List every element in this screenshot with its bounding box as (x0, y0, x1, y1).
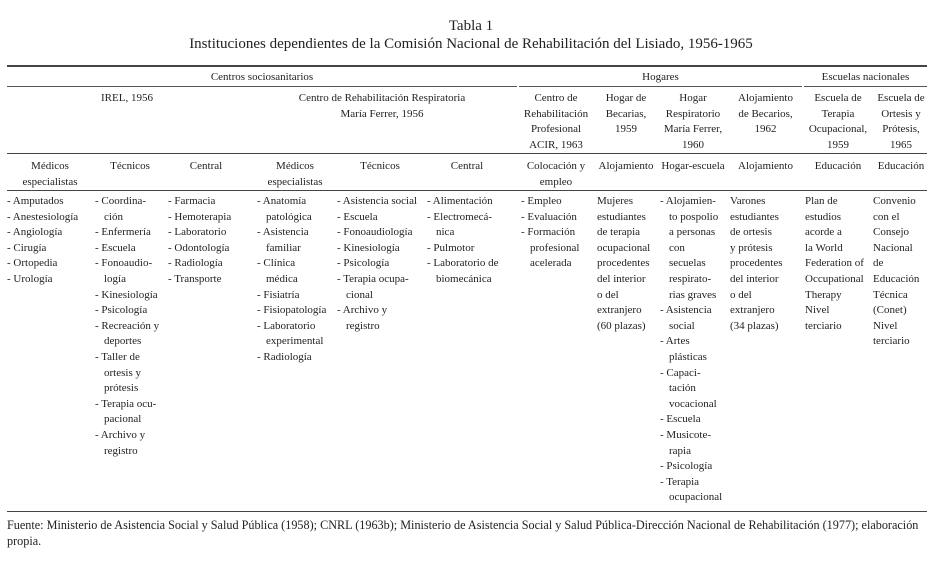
list-item: - Terapia ocupa- (337, 272, 409, 285)
list-item: social (669, 319, 695, 332)
list-item: - Fisiopatología (257, 304, 327, 317)
list-item: Convenio (873, 195, 916, 207)
list-item: o del (730, 288, 752, 301)
list-item: - Alimentación (427, 195, 493, 207)
list-ortesis (873, 194, 919, 350)
list-item: - Radiología (257, 350, 312, 363)
list-item: secuelas (669, 257, 706, 270)
header-alojamiento: Alojamiento de Becarios, 1962 (738, 92, 793, 136)
list-item: (34 plazas) (730, 319, 779, 332)
list-item: Plan de (805, 195, 838, 207)
list-item: cional (346, 288, 373, 301)
list-item: profesional (530, 241, 580, 254)
list-item: to pospolio (669, 210, 719, 223)
list-item: rias graves (669, 288, 717, 301)
list-item: terciario (805, 319, 842, 332)
list-item: - Taller de (95, 350, 140, 363)
list-item: ortesis y (104, 366, 141, 379)
subheader-terapia: Educación (814, 160, 862, 172)
list-item: - Transporte (168, 272, 222, 285)
subheader-becarias: Alojamiento (598, 160, 654, 172)
list-item: - Kinesiología (95, 288, 158, 301)
list-item: - Archivo y (95, 428, 146, 441)
list-item: del interior (597, 272, 646, 285)
list-item: acorde a (805, 226, 842, 239)
subheader-crr-central: Central (450, 160, 484, 172)
list-respiratorio (660, 194, 722, 506)
list-item: deportes (104, 335, 142, 348)
list-item: prótesis (104, 382, 139, 395)
list-item: extranjero (597, 304, 642, 317)
list-item: - Kinesiología (337, 241, 400, 254)
group-hogares: Hogares (642, 71, 679, 83)
list-item: ocupacional (597, 241, 651, 254)
list-item: - Psicología (337, 257, 390, 270)
list-item: vocacional (669, 397, 717, 410)
list-item: - Coordina- (95, 195, 147, 207)
list-irel-tecnicos (95, 194, 159, 459)
list-item: Técnica (873, 288, 908, 301)
list-item: - Recreación y (95, 319, 160, 332)
list-item: - Clínica (257, 257, 296, 270)
list-item: (60 plazas) (597, 319, 646, 332)
list-item: - Alojamien- (660, 195, 716, 207)
list-item: respirato- (669, 272, 712, 285)
list-item: - Farmacia (168, 195, 216, 207)
list-item: - Capaci- (660, 366, 701, 379)
header-irel: IREL, 1956 (101, 92, 153, 104)
header-ortesis: Escuela de Ortesis y Prótesis, 1965 (877, 92, 925, 151)
list-item: - Asistencia (660, 304, 712, 317)
list-item: y prótesis (730, 241, 773, 254)
list-item: ción (104, 210, 123, 223)
rule-group1 (7, 86, 517, 87)
list-item: - Evaluación (521, 210, 577, 223)
list-item: Nivel (873, 319, 898, 332)
subheader-respiratorio: Hogar-escuela (661, 160, 725, 172)
list-item: biomecánica (436, 272, 492, 285)
group-centros: Centros sociosanitarios (210, 71, 314, 83)
list-item: ocupacional (669, 491, 723, 504)
subheader-acir: Colocación y empleo (526, 160, 586, 188)
list-item: - Escuela (95, 241, 136, 254)
list-item: - Asistencia social (337, 195, 418, 207)
list-item: - Fisiatría (257, 288, 300, 301)
list-alojamiento (730, 194, 783, 334)
list-item: logía (104, 272, 126, 285)
list-item: - Laboratorio de (427, 257, 499, 270)
subheader-alojamiento: Alojamiento (738, 160, 793, 172)
list-item: tación (669, 382, 696, 395)
list-crr-tecnicos (337, 194, 417, 334)
list-acir (521, 194, 579, 272)
list-irel-central (168, 194, 231, 288)
list-item: - Archivo y (337, 304, 388, 317)
list-item: Mujeres (597, 195, 634, 207)
list-item: - Angiología (7, 226, 63, 239)
list-item: Nacional (873, 241, 913, 254)
header-becarias: Hogar de Becarias, 1959 (605, 92, 647, 136)
list-item: plásticas (669, 350, 707, 363)
list-item: - Asistencia (257, 226, 309, 239)
header-rule (7, 153, 927, 154)
list-becarias (597, 194, 650, 334)
list-item: - Terapia (660, 475, 700, 488)
list-item: de ortesis (730, 226, 772, 239)
list-item: a personas (669, 226, 716, 239)
list-item: procedentes (597, 257, 650, 270)
list-item: o del (597, 288, 619, 301)
list-item: pacional (104, 413, 142, 426)
list-item: Occupational (805, 272, 864, 285)
list-item: rapia (669, 444, 691, 457)
list-item: estudiantes (730, 210, 779, 223)
list-item: Educación (873, 272, 920, 285)
list-item: médica (266, 272, 298, 285)
header-crr: Centro de Rehabilitación Respiratoria María Ferrer, 1956 (298, 92, 466, 120)
list-item: extranjero (730, 304, 775, 317)
list-item: estudiantes (597, 210, 646, 223)
list-item: Nivel (805, 304, 830, 317)
list-item: registro (346, 319, 380, 332)
list-item: - Hemoterapia (168, 210, 232, 223)
subheader-irel-medicos: Médicos especialistas (22, 160, 78, 188)
list-item: - Terapia ocu- (95, 397, 157, 410)
list-item: registro (104, 444, 138, 457)
list-item: de terapia (597, 226, 641, 239)
list-item: con el (873, 210, 900, 223)
list-item: nica (436, 226, 455, 239)
subheader-crr-medicos: Médicos especialistas (267, 160, 323, 188)
list-item: - Musicote- (660, 428, 712, 441)
list-item: - Escuela (660, 413, 701, 426)
rule-group3 (804, 86, 927, 87)
list-item: Varones (730, 195, 766, 207)
list-item: patológica (266, 210, 312, 223)
subheader-rule (7, 190, 927, 191)
subheader-irel-central: Central (189, 160, 223, 172)
list-item: - Urología (7, 272, 53, 285)
list-item: - Anatomía (257, 195, 307, 207)
list-item: - Formación (521, 226, 576, 239)
list-item: - Psicología (660, 460, 713, 473)
list-item: - Enfermería (95, 226, 151, 239)
list-item: - Laboratorio (257, 319, 316, 332)
list-item: - Ortopedia (7, 257, 58, 270)
list-item: - Fonoaudio- (95, 257, 153, 270)
bottom-rule (7, 511, 927, 512)
list-item: la World (805, 241, 843, 254)
list-item: - Fonoaudiología (337, 226, 413, 239)
list-terapia (805, 194, 864, 334)
list-item: procedentes (730, 257, 783, 270)
table-number: Tabla 1 (448, 18, 494, 34)
subheader-irel-tecnicos: Técnicos (110, 160, 150, 172)
list-item: terciario (873, 335, 910, 348)
list-item: - Escuela (337, 210, 378, 223)
list-item: - Artes (660, 335, 690, 348)
list-item: Therapy (805, 288, 842, 301)
list-item: de (873, 257, 884, 270)
list-item: - Odontología (168, 241, 230, 254)
list-item: - Empleo (521, 195, 562, 207)
list-item: - Cirugía (7, 241, 47, 254)
list-item: experimental (266, 335, 324, 348)
table-title (0, 17, 942, 53)
subheader-ortesis: Educación (877, 160, 925, 172)
list-crr-central (427, 194, 498, 288)
header-respiratorio: Hogar Respiratorio María Ferrer, 1960 (663, 92, 723, 151)
list-item: (Conet) (873, 304, 907, 317)
source-note: Fuente: Ministerio de Asistencia Social y Salud Pública (1958); CNRL (1963b); Ministerio de Asistencia Social y Salud Pública-Dirección Nacional de Rehabilitación (1977); elaboración propia. (7, 518, 919, 548)
top-rule (7, 65, 927, 67)
list-irel-medicos (7, 194, 78, 288)
subheader-crr-tecnicos: Técnicos (360, 160, 400, 172)
list-crr-medicos (257, 194, 326, 366)
list-item: estudios (805, 210, 842, 223)
list-item: Federation of (805, 257, 864, 270)
list-item: Consejo (873, 226, 910, 239)
header-terapia: Escuela de Terapia Ocupacional, 1959 (808, 92, 868, 151)
rule-group2 (519, 86, 802, 87)
group-escuelas: Escuelas nacionales (821, 71, 910, 83)
list-item: - Electromecá- (427, 210, 493, 223)
list-item: acelerada (530, 257, 572, 270)
list-item: del interior (730, 272, 779, 285)
list-item: - Radiología (168, 257, 223, 270)
list-item: - Psicología (95, 304, 148, 317)
list-item: - Anestesiología (7, 210, 79, 223)
table-caption: Instituciones dependientes de la Comisión Nacional de Rehabilitación del Lisiado, 1956-1965 (189, 36, 753, 52)
header-acir: Centro de Rehabilitación Profesional ACIR, 1963 (523, 92, 589, 151)
list-item: - Amputados (7, 195, 64, 207)
list-item: familiar (266, 241, 301, 254)
list-item: - Laboratorio (168, 226, 227, 239)
list-item: con (669, 241, 685, 254)
list-item: - Pulmotor (427, 241, 475, 254)
